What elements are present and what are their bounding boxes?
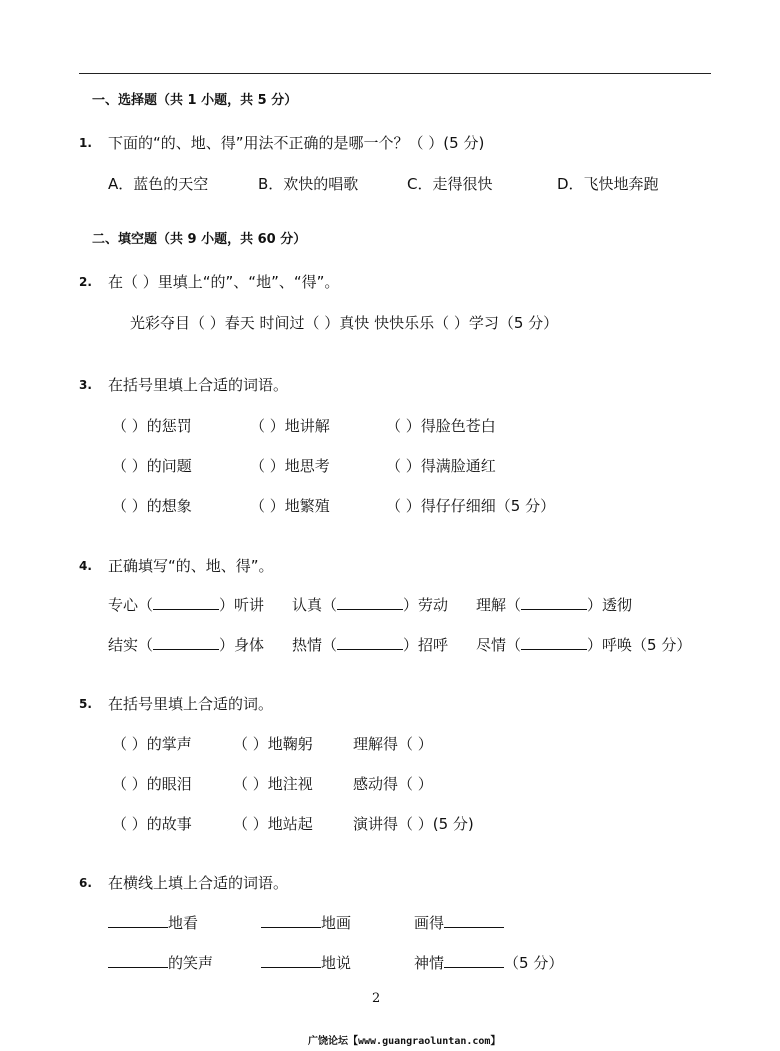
answer-blank[interactable]	[153, 595, 219, 610]
answer-blank[interactable]	[337, 635, 403, 650]
q5-item: （ ）地鞠躬	[233, 735, 313, 753]
answer-blank[interactable]	[261, 913, 321, 928]
q3-item: （ ）地思考	[250, 457, 330, 475]
q3-item: （ ）得满脸通红	[386, 457, 496, 475]
q4-item: 认真（ ）劳动	[292, 596, 449, 614]
q5-item: 演讲得（ ）(5 分)	[353, 815, 474, 833]
q5-item: 感动得（ ）	[353, 775, 433, 793]
q5-item: （ ）的掌声	[112, 735, 192, 753]
q1-option-c: C．走得很快	[407, 175, 493, 193]
q3-item: （ ）地讲解	[250, 417, 330, 435]
answer-blank[interactable]	[521, 595, 587, 610]
footer-text: 广饶论坛【www.guangraoluntan.com】	[308, 1036, 501, 1047]
answer-blank[interactable]	[153, 635, 219, 650]
q6-item: 画得	[414, 912, 504, 933]
q2-fill-line: 光彩夺目（ ）春天 时间过（ ）真快 快快乐乐（ ）学习（5 分）	[130, 314, 559, 332]
question-3-text: 在括号里填上合适的词语。	[108, 376, 289, 394]
q5-item: （ ）地站起	[233, 815, 313, 833]
answer-blank[interactable]	[444, 913, 504, 928]
question-4-number: 4.	[79, 559, 92, 573]
question-1-text: 下面的“的、地、得”用法不正确的是哪一个？（ ）(5 分)	[108, 134, 485, 152]
answer-blank[interactable]	[108, 953, 168, 968]
q6-item: 神情 （5 分）	[414, 954, 564, 972]
section-1-title: 一、选择题（共 1 小题，共 5 分）	[92, 93, 298, 108]
question-5-number: 5.	[79, 697, 92, 711]
q3-item: （ ）得仔仔细细（5 分）	[386, 497, 556, 515]
q4-item: 专心（ ）听讲	[108, 596, 265, 614]
question-6-number: 6.	[79, 876, 92, 890]
q5-item: 理解得（ ）	[353, 735, 433, 753]
q3-item: （ ）地繁殖	[250, 497, 330, 515]
q1-option-b: B．欢快的唱歌	[258, 175, 359, 193]
q4-item: 热情（ ）招呼	[292, 636, 449, 654]
question-4-text: 正确填写“的、地、得”。	[108, 557, 274, 575]
answer-blank[interactable]	[337, 595, 403, 610]
header-rule	[79, 73, 711, 74]
question-2-number: 2.	[79, 275, 92, 289]
q5-item: （ ）地注视	[233, 775, 313, 793]
page-number: 2	[372, 991, 381, 1006]
q4-item: 理解（ ）透彻	[476, 596, 633, 614]
q6-item: 地看	[108, 912, 198, 933]
answer-blank[interactable]	[521, 635, 587, 650]
answer-blank[interactable]	[108, 913, 168, 928]
q3-item: （ ）的想象	[112, 497, 192, 515]
question-6-text: 在横线上填上合适的词语。	[108, 874, 289, 892]
q4-item: 尽情（ ）呼唤（5 分）	[476, 636, 692, 654]
q1-option-d: D．飞快地奔跑	[557, 175, 659, 193]
q6-item: 的笑声	[108, 952, 213, 973]
q6-item: 地说	[261, 952, 351, 973]
answer-blank[interactable]	[261, 953, 321, 968]
question-5-text: 在括号里填上合适的词。	[108, 695, 274, 713]
answer-blank[interactable]	[444, 953, 504, 968]
q4-item: 结实（ ）身体	[108, 636, 265, 654]
q6-item: 地画	[261, 912, 351, 933]
section-2-title: 二、填空题（共 9 小题，共 60 分）	[92, 232, 307, 247]
q5-item: （ ）的故事	[112, 815, 192, 833]
q3-item: （ ）的问题	[112, 457, 192, 475]
question-2-text: 在（ ）里填上“的”、“地”、“得”。	[108, 273, 340, 291]
q1-option-a: A．蓝色的天空	[108, 175, 209, 193]
q3-item: （ ）得脸色苍白	[386, 417, 496, 435]
q5-item: （ ）的眼泪	[112, 775, 192, 793]
question-1-number: 1.	[79, 136, 92, 150]
q3-item: （ ）的惩罚	[112, 417, 192, 435]
question-3-number: 3.	[79, 378, 92, 392]
